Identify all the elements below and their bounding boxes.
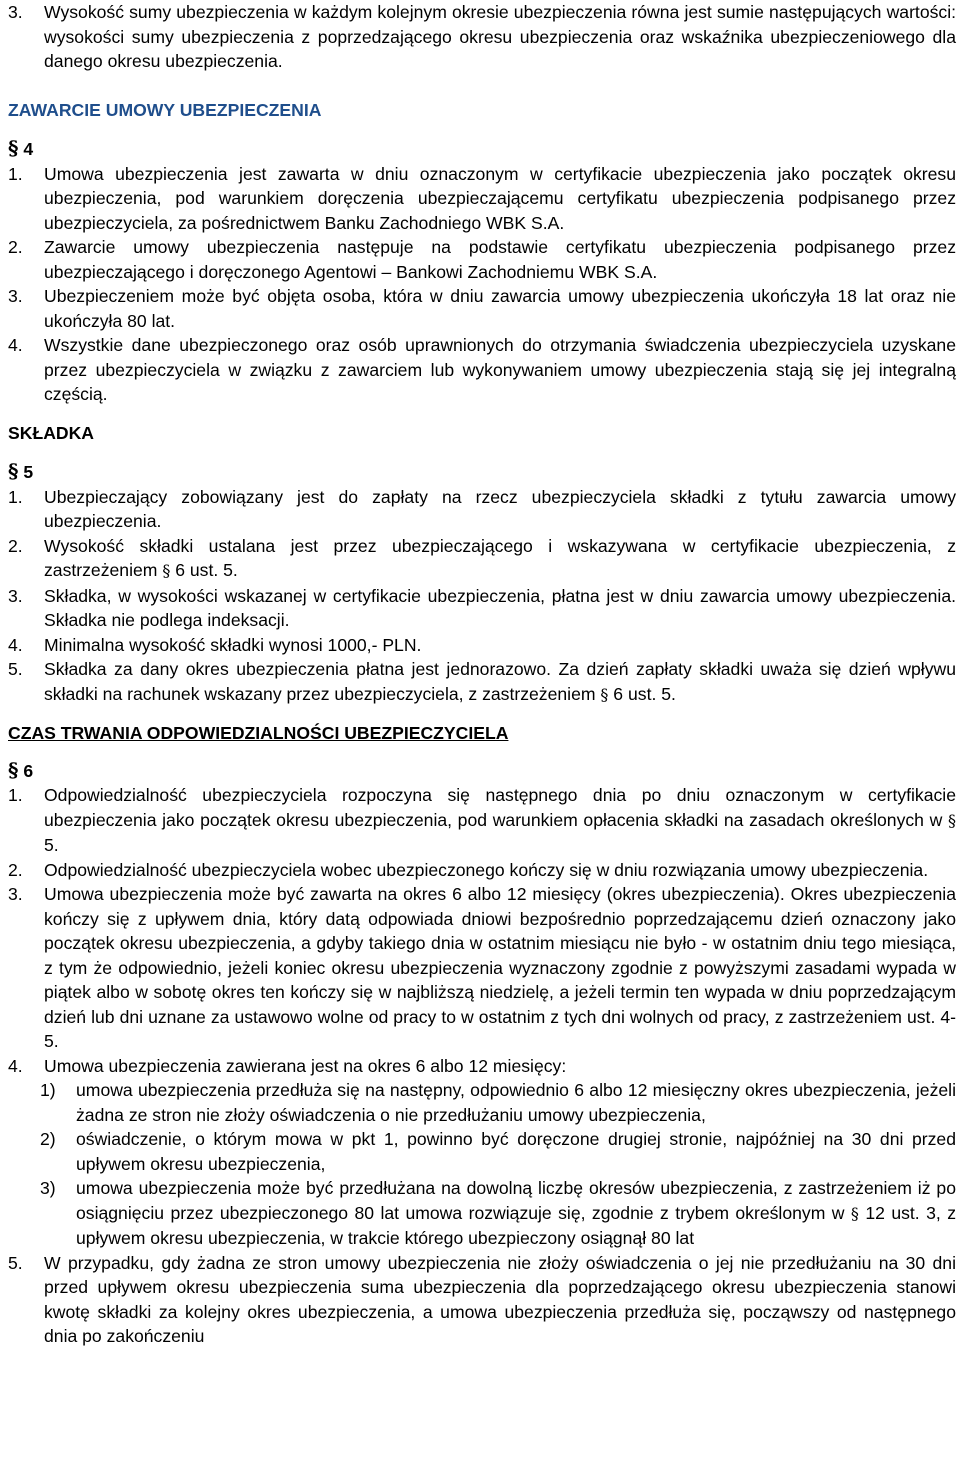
paragraph-number-6: § 6 <box>8 757 34 782</box>
list-item: 3. Składka, w wysokości wskazanej w certyfikacie ubezpieczenia, płatna jest w dniu zawarcia umowy ubezpieczenia. Składka nie podlega indeksacji. <box>8 585 956 630</box>
list-item: 1. Ubezpieczający zobowiązany jest do zapłaty na rzecz ubezpieczyciela składki z tytułu zawarcia umowy ubezpieczenia. <box>8 486 956 531</box>
list-item: 5. W przypadku, gdy żadna ze stron umowy ubezpieczenia nie złoży oświadczenia o jej nie przedłużaniu na 30 dni przed upływem okresu ubezpieczenia suma ubezpieczenia dla poprzedzającego okresu ubezpieczenia stanowi kwotę składki za kolejny okres ubezpieczenia, a umowa ubezpieczenia przedłuża się, począwszy od następnego dnia po zakończeniu <box>8 1252 956 1346</box>
section-heading-zawarcie: ZAWARCIE UMOWY UBEZPIECZENIA <box>8 99 322 120</box>
list-item: 1. Odpowiedzialność ubezpieczyciela rozpoczyna się następnego dnia po dniu oznaczonym w certyfikacie ubezpieczenia jako początek okresu ubezpieczenia, pod warunkiem opłacenia składki na zasadach określonych w § 5. <box>8 785 956 855</box>
paragraph-number-5: § 5 <box>8 459 34 483</box>
list-item: 3. Umowa ubezpieczenia może być zawarta na okres 6 albo 12 miesięcy (okres ubezpieczenia). Okres ubezpieczenia kończy się z upływem dnia, który datą odpowiada dniowi bezpośrednio poprzedzającemu dzień oznaczony jako początek okresu ubezpieczenia, a gdyby takiego dnia w ostatnim miesiącu nie było - w ostatnim dniu tego miesiąca, z tym że odpowiednio, jeżeli koniec okresu ubezpieczenia wyznaczony zgodnie z powyższymi zasadami wypada w piątek albo w sobotę okres ten kończy się w najbliższą niedzielę, a jeżeli termin ten wypada w dniu poprzedzającym dzień lub dni uznane za ustawowo wolne od pracy to w ostatnim z tych dni wolnych od pracy, z zastrzeżeniem ust. 4-5. <box>8 884 956 1051</box>
list-item: 2. Zawarcie umowy ubezpieczenia następuje na podstawie certyfikatu ubezpieczenia podpisanego przez ubezpieczającego i doręczonego Agentowi – Bankowi Zachodniemu WBK S.A. <box>8 237 956 282</box>
section-heading-czas-trwania: CZAS TRWANIA ODPOWIEDZIALNOŚCI UBEZPIECZYCIELA <box>8 723 509 743</box>
list-item: 4. Minimalna wysokość składki wynosi 1000,- PLN. <box>8 634 422 655</box>
item-number: 3. <box>8 2 23 22</box>
section-heading-skladka: SKŁADKA <box>8 422 95 443</box>
sub-list-item: 2) oświadczenie, o którym mowa w pkt 1, powinno być doręczone drugiej stronie, najpóźniej na 30 dni przed upływem okresu ubezpieczenia, <box>40 1129 956 1174</box>
section-sign: § <box>600 684 609 704</box>
list-item: 4. Wszystkie dane ubezpieczonego oraz osób uprawnionych do otrzymania świadczenia ubezpieczyciela uzyskane przez ubezpieczyciela w związku z zawarciem lub wykonywaniem umowy ubezpieczenia stają się jej integralną częścią. <box>8 335 956 404</box>
section-sign: § <box>8 459 19 483</box>
section-sign: § <box>162 561 171 580</box>
list-item: 5. Składka za dany okres ubezpieczenia płatna jest jednorazowo. Za dzień zapłaty składki uważa się dzień wpływu składki na rachunek wskazany przez ubezpieczyciela, z zastrzeżeniem § 6 ust. 5. <box>8 659 956 704</box>
section-sign: § <box>8 136 19 160</box>
list-item: 4. Umowa ubezpieczenia zawierana jest na okres 6 albo 12 miesięcy: <box>8 1055 567 1076</box>
list-item: 3. Ubezpieczeniem może być objęta osoba, która w dniu zawarcia umowy ubezpieczenia ukończyła 18 lat oraz nie ukończyła 80 lat. <box>8 286 956 331</box>
section-sign: § <box>948 810 956 830</box>
section-sign: § <box>850 1203 859 1223</box>
list-item: 1. Umowa ubezpieczenia jest zawarta w dniu oznaczonym w certyfikacie ubezpieczenia jako początek okresu ubezpieczenia, pod warunkiem doręczenia ubezpieczającemu certyfikatu ubezpieczenia podpisanego przez ubezpieczyciela, za pośrednictwem Banku Zachodniego WBK S.A. <box>8 163 956 233</box>
sub-list-item: 3) umowa ubezpieczenia może być przedłużana na dowolną liczbę okresów ubezpieczenia, z zastrzeżeniem iż po osiągnięciu przez ubezpieczonego 80 lat umowa rozwiązuje się, zgodnie z trybem określonym w § 12 ust. 3, z upływem okresu ubezpieczenia, w trakcie którego ubezpieczony osiągnął 80 lat <box>40 1178 956 1248</box>
item-text: Wysokość sumy ubezpieczenia w każdym kolejnym okresie ubezpieczenia równa jest sumie następujących wartości: wysokości sumy ubezpieczenia z poprzedzającego okresu ubezpieczenia oraz wskaźnika ubezpieczeniowego dla danego okresu ubezpieczenia. <box>44 2 956 71</box>
section-sign: § <box>8 757 19 782</box>
list-item: 2. Wysokość składki ustalana jest przez ubezpieczającego i wskazywana w certyfikacie ubezpieczenia, z zastrzeżeniem § 6 ust. 5. <box>8 535 956 580</box>
list-item <box>4 0 956 74</box>
sub-list-item: 1) umowa ubezpieczenia przedłuża się na następny, odpowiednio 6 albo 12 miesięczny okres ubezpieczenia, jeżeli żadna ze stron nie złoży oświadczenia o nie przedłużaniu umowy ubezpieczenia, <box>40 1080 956 1125</box>
paragraph-number-4: § 4 <box>8 136 34 160</box>
list-item: 2. Odpowiedzialność ubezpieczyciela wobec ubezpieczonego kończy się w dniu rozwiązania umowy ubezpieczenia. <box>8 859 929 880</box>
